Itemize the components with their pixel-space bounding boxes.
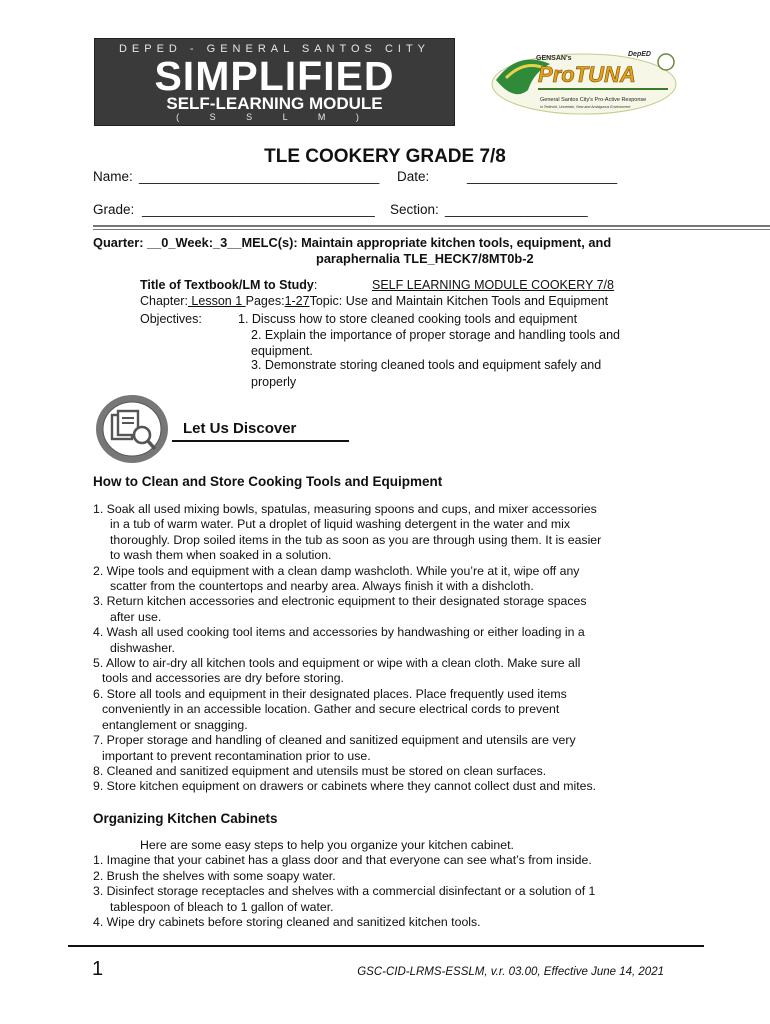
list-item: 2. Brush the shelves with some soapy water. — [93, 868, 336, 883]
document-title: TLE COOKERY GRADE 7/8 — [264, 146, 506, 167]
protuna-logo — [488, 42, 678, 124]
list-item: 3. Disinfect storage receptacles and shelves with a commercial disinfectant or a solution of 1 — [93, 884, 596, 899]
melc-code: paraphernalia TLE_HECK7/8MT0b-2 — [316, 251, 534, 266]
page-number: 1 — [92, 958, 104, 980]
cleaning-steps-list — [93, 502, 677, 795]
pages-label: Pages: — [245, 294, 285, 308]
discover-book-icon — [94, 393, 174, 465]
textbook-title: SELF LEARNING MODULE COOKERY 7/8 — [372, 278, 614, 292]
svg-text:ProTUNA: ProTUNA — [538, 62, 636, 87]
list-item: 8. Cleaned and sanitized equipment and utensils must be stored on clean surfaces. — [93, 763, 547, 778]
sslm-banner — [94, 38, 455, 126]
section-field[interactable]: ___________________ — [445, 202, 588, 217]
list-item: tablespoon of bleach to 1 gallon of water. — [110, 899, 334, 914]
list-item: 3. Return kitchen accessories and electronic equipment to their designated storage spaces — [93, 594, 587, 609]
list-item: to wash them when soaked in a solution. — [110, 548, 332, 563]
chapter-label: Chapter: — [140, 294, 188, 308]
list-item: scatter from the countertops and nearby area. Always finish it with a dishcloth. — [110, 579, 534, 594]
list-item: 5. Allow to air-dry all kitchen tools and equipment or wipe with a clean cloth. Make sure all — [93, 656, 581, 671]
banner-top-line: DEPED - GENERAL SANTOS CITY — [118, 43, 431, 55]
grade-label: Grade: — [93, 202, 135, 217]
date-field[interactable]: ____________________ — [467, 169, 618, 184]
organizing-steps-list — [93, 838, 677, 930]
section-heading-clean-store: How to Clean and Store Cooking Tools and Equipment — [93, 474, 443, 489]
list-item: 1. Soak all used mixing bowls, spatulas, measuring spoons and cups, and mixer accessories — [93, 502, 597, 516]
section-label: Section: — [390, 202, 439, 217]
footer-divider — [68, 945, 704, 947]
name-label: Name: — [93, 169, 133, 184]
pages-value: 1-27 — [284, 294, 310, 308]
textbook-colon: : — [313, 278, 318, 292]
svg-text:General Santos City's Pro-Acti: General Santos City's Pro-Active Response — [540, 97, 647, 103]
deped-seal-icon — [658, 54, 674, 70]
list-item: 7. Proper storage and handling of cleaned and sanitized equipment and utensils are very — [93, 733, 576, 748]
discover-underline — [172, 440, 349, 442]
date-label: Date: — [397, 169, 430, 184]
list-item: entanglement or snagging. — [102, 717, 248, 732]
list-item: conveniently in an accessible location. Gather and secure electrical cords to prevent — [102, 702, 560, 717]
document-code: GSC-CID-LRMS-ESSLM, v.r. 03.00, Effective June 14, 2021 — [357, 966, 664, 978]
objective-3-cont: properly — [251, 375, 297, 389]
chapter-lesson: Lesson 1 — [187, 294, 246, 308]
discover-heading: Let Us Discover — [183, 420, 297, 437]
name-field[interactable]: ________________________________ — [139, 169, 380, 184]
svg-text:in Tedtruht, Uncertain, New an: in Tedtruht, Uncertain, New and Ambiguous Environment — [540, 105, 631, 109]
list-item: 4. Wash all used cooking tool items and accessories by handwashing or either loading in a — [93, 625, 585, 640]
list-item: thoroughly. Drop soiled items in the tub as soon as you are through using them. It is easier — [110, 532, 602, 547]
objectives-label: Objectives: — [140, 312, 202, 326]
banner-acronym: ( S S L M ) — [176, 112, 373, 122]
quarter-line: Quarter: __0_Week:_3__MELC(s): Maintain appropriate kitchen tools, equipment, and — [93, 235, 612, 250]
list-item: 4. Wipe dry cabinets before storing cleaned and sanitized kitchen tools. — [93, 915, 481, 930]
objective-3: 3. Demonstrate storing cleaned tools and equipment safely and — [251, 358, 602, 372]
objective-2: 2. Explain the importance of proper storage and handling tools and — [251, 328, 620, 342]
list-item: 9. Store kitchen equipment on drawers or cabinets where they cannot collect dust and mites. — [93, 779, 597, 794]
objective-2-cont: equipment. — [251, 344, 313, 358]
banner-title: SIMPLIFIED — [154, 53, 395, 99]
organizing-intro: Here are some easy steps to help you organize your kitchen cabinet. — [140, 838, 514, 852]
list-item: in a tub of warm water. Put a droplet of liquid washing detergent in the water and mix — [110, 517, 571, 532]
textbook-label: Title of Textbook/LM to Study — [140, 278, 314, 292]
banner-subtitle: SELF-LEARNING MODULE — [166, 94, 383, 113]
chapter-line — [140, 294, 608, 308]
list-item: important to prevent recontamination prior to use. — [102, 748, 371, 763]
topic-text: Topic: Use and Maintain Kitchen Tools and Equipment — [309, 294, 609, 308]
list-item: 1. Imagine that your cabinet has a glass door and that everyone can see what’s from inside. — [93, 853, 592, 868]
list-item: 2. Wipe tools and equipment with a clean damp washcloth. While you’re at it, wipe off any — [93, 563, 580, 578]
list-item: 6. Store all tools and equipment in their designated places. Place frequently used items — [93, 686, 567, 701]
header-divider-thin — [93, 229, 770, 230]
list-item: tools and accessories are dry before storing. — [102, 671, 344, 686]
list-item: after use. — [110, 609, 162, 624]
svg-text:GENSAN's: GENSAN's — [536, 55, 572, 62]
svg-text:DepED: DepED — [628, 51, 651, 58]
list-item: dishwasher. — [110, 640, 175, 655]
grade-field[interactable]: _______________________________ — [142, 202, 375, 217]
objective-1: 1. Discuss how to store cleaned cooking tools and equipment — [238, 312, 578, 326]
header-divider — [93, 225, 770, 227]
section-heading-organizing: Organizing Kitchen Cabinets — [93, 811, 278, 826]
